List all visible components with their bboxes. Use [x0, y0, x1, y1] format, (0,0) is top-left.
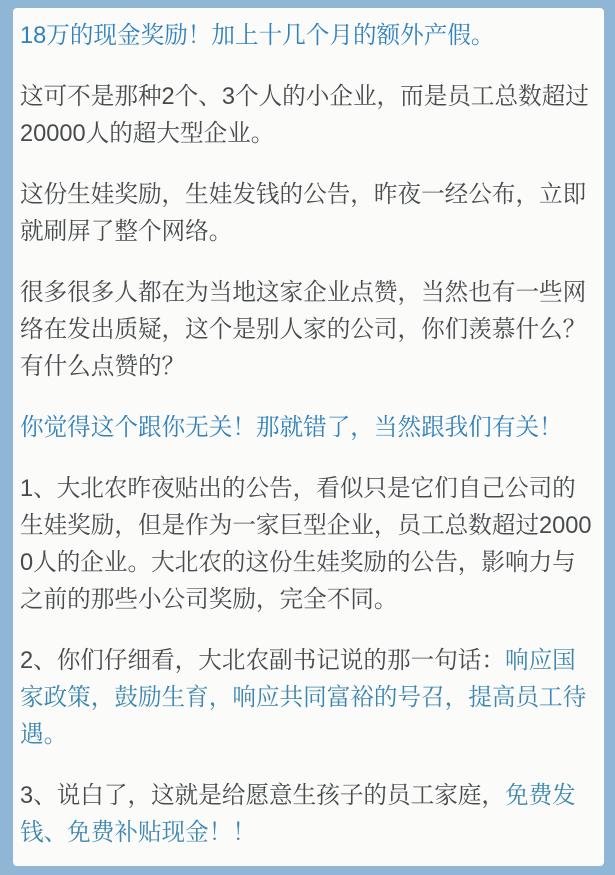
text-segment: 这可不是那种2个、3个人的小企业，而是员工总数超过20000人的超大型企业。	[20, 84, 589, 147]
text-segment: 这份生娃奖励，生娃发钱的公告，昨夜一经公布，立即就刷屏了整个网络。	[20, 182, 587, 245]
text-segment: 2、你们仔细看，大北农副书记说的那一句话：	[20, 648, 505, 674]
highlight-text-segment: 响应国家政策，鼓励生育，响应共同富裕的号召，提高员工待遇。	[20, 648, 587, 748]
highlight-text-segment: 免费发钱、免费补贴现金！！	[20, 783, 576, 846]
paragraph-public-reaction	[20, 275, 597, 386]
paragraph-relevance-highlight	[20, 410, 597, 447]
text-segment: 很多很多人都在为当地这家企业点赞，当然也有一些网络在发出质疑，这个是别人家的公司，你们羡慕什么？有什么点赞的？	[20, 280, 587, 380]
article-card	[13, 8, 604, 866]
text-segment: 3、说白了，这就是给愿意生孩子的员工家庭，	[20, 783, 505, 809]
paragraph-point-1	[20, 471, 597, 619]
highlight-text-segment: 你觉得这个跟你无关！那就错了，当然跟我们有关！	[20, 415, 563, 441]
paragraph-point-2	[20, 643, 597, 754]
paragraph-announcement-viral	[20, 177, 597, 251]
highlight-text-segment: 18万的现金奖励！加上十几个月的额外产假。	[20, 23, 495, 49]
paragraph-lead-highlight	[20, 18, 597, 55]
paragraph-company-scale	[20, 79, 597, 153]
text-segment: 1、大北农昨夜贴出的公告，看似只是它们自己公司的生娃奖励，但是作为一家巨型企业，员工总数超过20000人的企业。大北农的这份生娃奖励的公告，影响力与之前的那些小公司奖励，完全不同。	[20, 476, 592, 613]
paragraph-point-3	[20, 778, 597, 852]
